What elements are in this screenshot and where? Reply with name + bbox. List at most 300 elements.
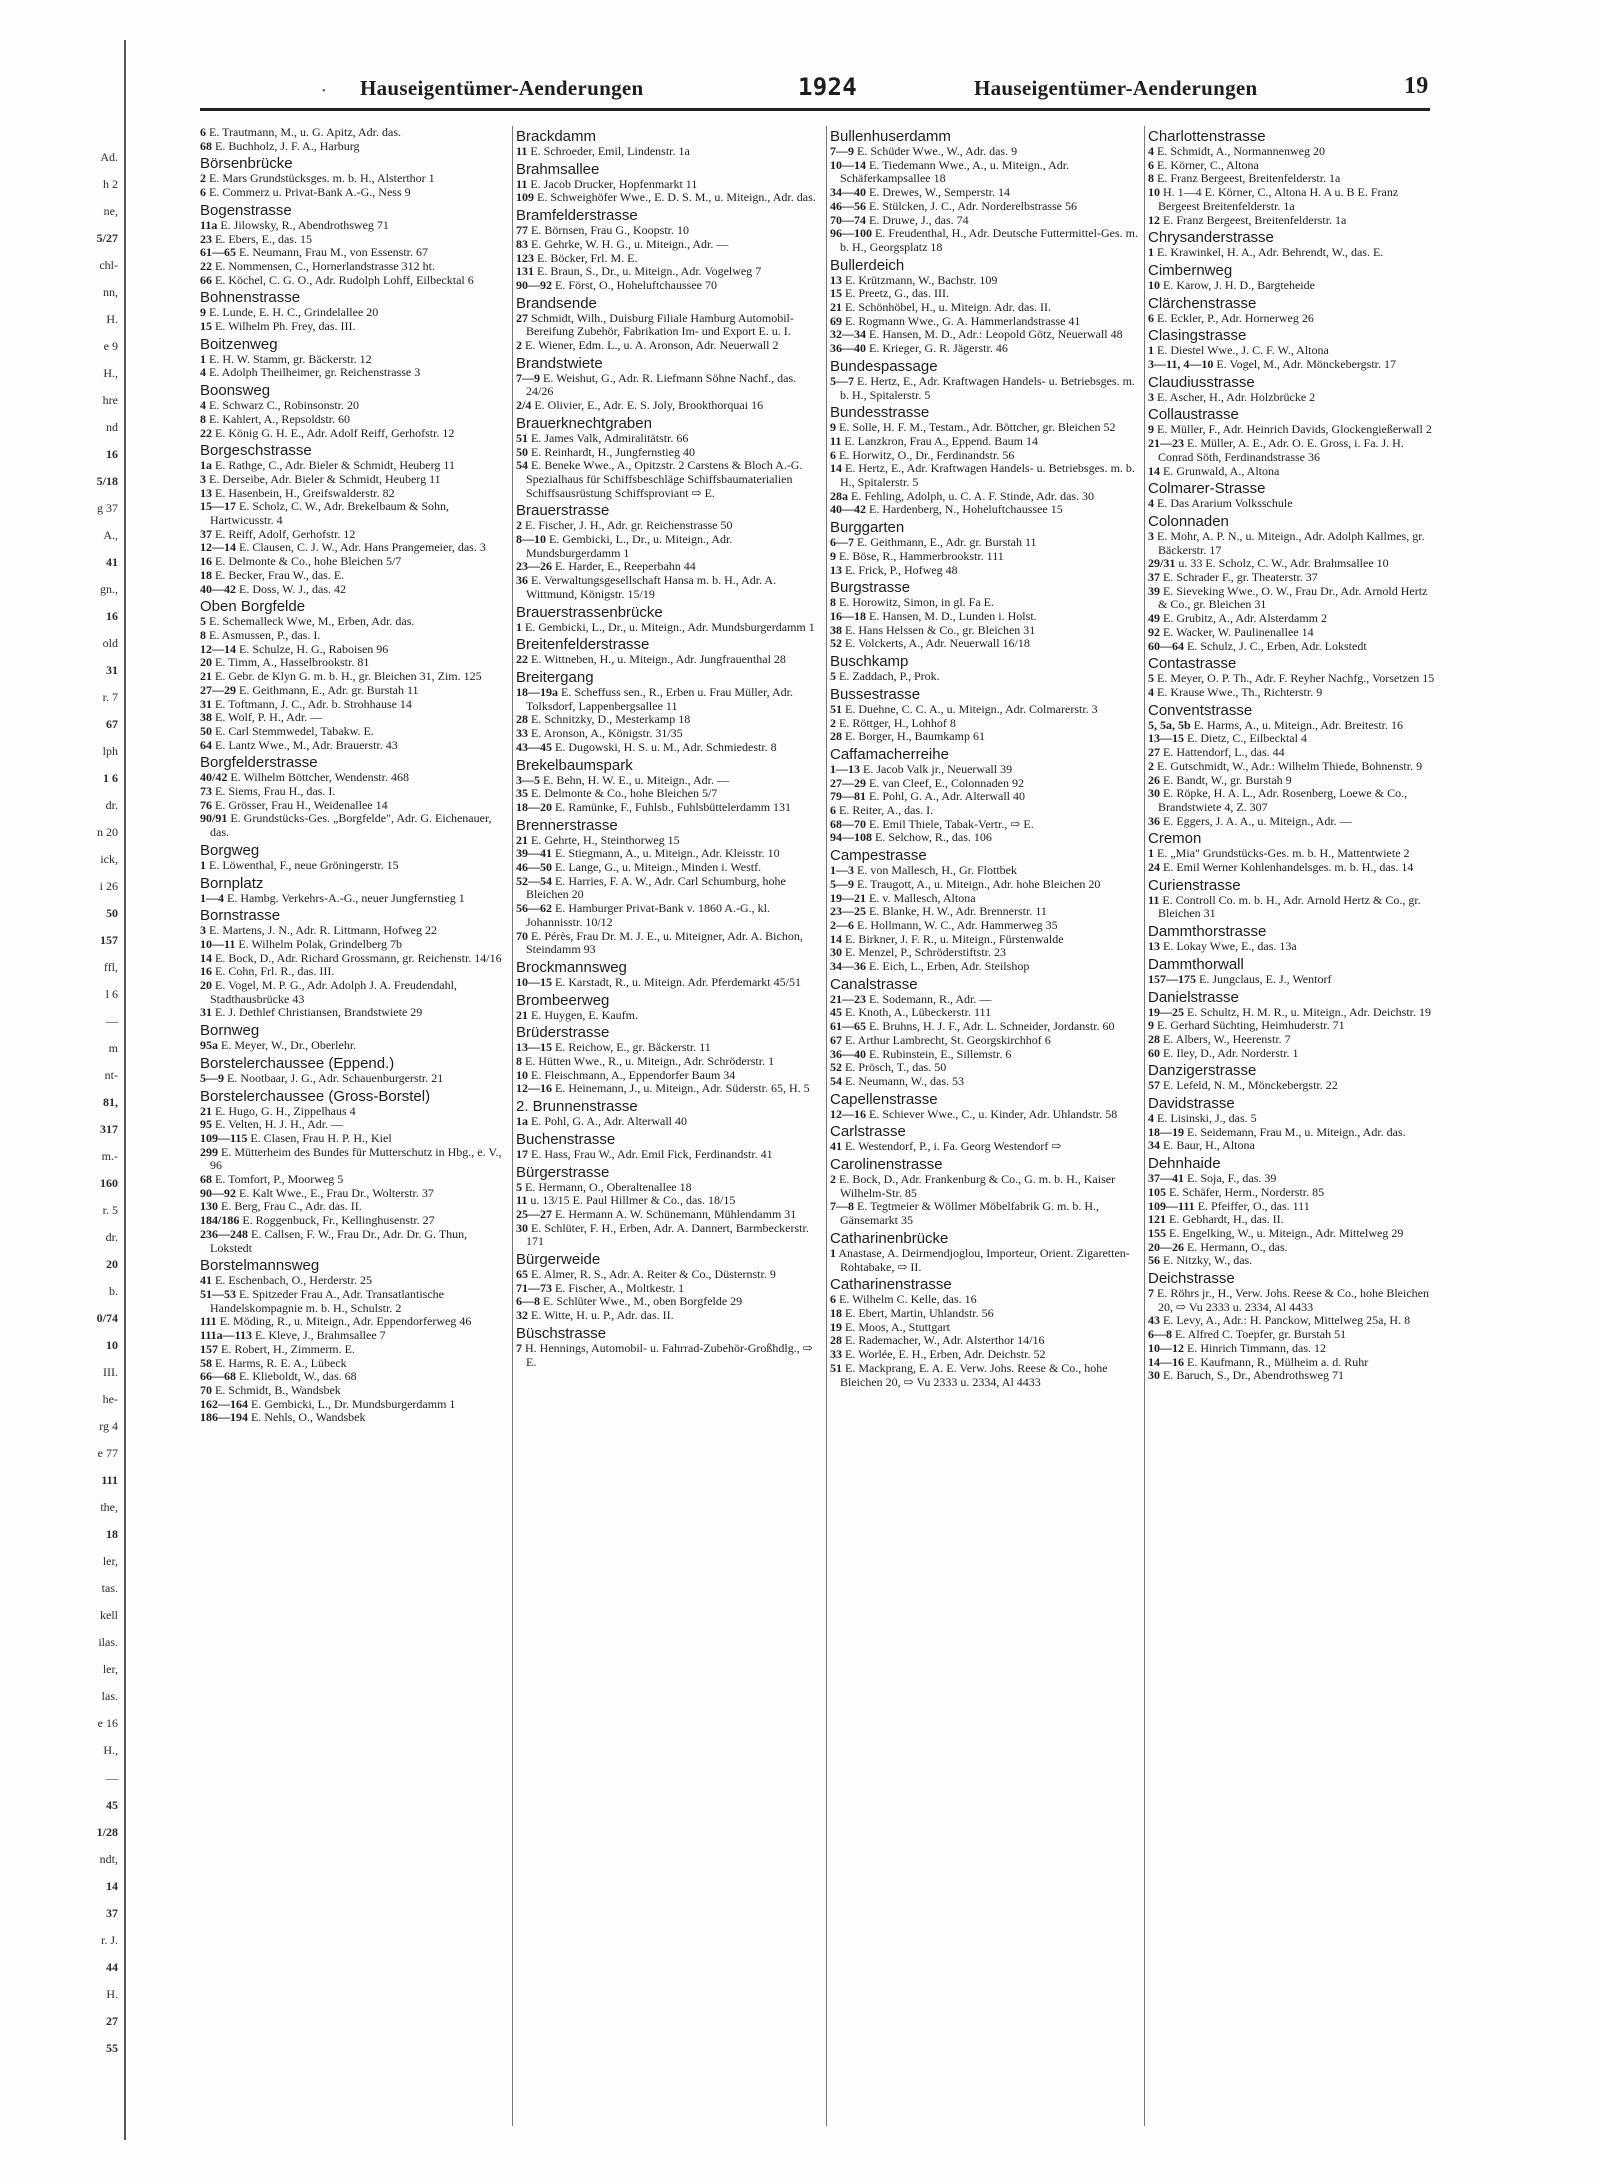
page-edge-fragment: 5/18 [96, 474, 118, 489]
owner-entry [1148, 1328, 1438, 1342]
owner-entry [200, 785, 508, 799]
owner-text: E. Hermann, O., Oberaltenallee 18 [522, 1179, 692, 1194]
owner-entry [1148, 1006, 1438, 1020]
house-number: 30 [1148, 1368, 1160, 1383]
owner-text: E. Baur, H., Altona [1160, 1138, 1255, 1153]
house-number: 38 [200, 710, 212, 725]
house-number: 17 [516, 1146, 528, 1161]
owner-entry [200, 739, 508, 753]
owner-entry [1148, 159, 1438, 173]
owner-entry [1148, 214, 1438, 228]
owner-entry [830, 777, 1138, 791]
owner-text: E. Börnsen, Frau G., Koopstr. 10 [528, 223, 689, 238]
house-number: 6 [830, 803, 836, 818]
house-number: 12—16 [516, 1081, 552, 1096]
page-edge-fragment: H., [103, 366, 118, 381]
page-edge-fragment: 50 [106, 906, 118, 921]
owner-text: E. Hambg. Verkehrs-A.-G., neuer Jungfernstieg 1 [224, 890, 465, 905]
owner-text: E. Hinrich Timmann, das. 12 [1184, 1340, 1327, 1355]
owner-entry [1148, 1213, 1438, 1227]
house-number: 131 [516, 264, 534, 279]
owner-text: E. Cohn, Frl. R., das. III. [212, 964, 335, 979]
owner-text: E. Robert, H., Zimmerm. E. [218, 1341, 355, 1356]
owner-text: E. Schlüter Wwe., M., oben Borgfelde 29 [540, 1294, 743, 1309]
owner-entry [516, 432, 824, 446]
house-number: 5—7 [830, 373, 854, 388]
owner-text: E. Selchow, R., das. 106 [872, 830, 992, 845]
house-number: 162—164 [200, 1396, 248, 1411]
owner-text: E. König G. H. E., Adr. Adolf Reiff, Gerhofstr. 12 [212, 425, 455, 440]
owner-text: E. Das Ararium Volksschule [1154, 496, 1293, 511]
owner-entry [516, 1295, 824, 1309]
house-number: 18—20 [516, 799, 552, 814]
house-number: 16 [200, 554, 212, 569]
page-edge-fragment: 0/74 [96, 1311, 118, 1326]
owner-text: E. Fleischmann, A., Eppendorfer Baum 34 [528, 1067, 736, 1082]
owner-entry [830, 375, 1138, 402]
house-number: 15—17 [200, 499, 236, 514]
owner-text: E. Huygen, E. Kaufm. [528, 1007, 638, 1022]
page-edge-fragment: h 2 [103, 177, 118, 191]
street-heading: Chrysanderstrasse [1148, 229, 1274, 247]
house-number: 50 [516, 444, 528, 459]
owner-entry [516, 1181, 824, 1195]
page-edge-fragment: m [108, 1041, 118, 1056]
owner-entry [200, 1214, 508, 1228]
house-number: 6 [830, 1292, 836, 1307]
owner-entry [830, 730, 1138, 744]
house-number: 70 [516, 928, 528, 943]
owner-text: E. Nitzky, W., das. [1160, 1253, 1253, 1268]
owner-entry [516, 238, 824, 252]
owner-entry [1148, 186, 1438, 213]
owner-entry [200, 274, 508, 288]
house-number: 4 [1148, 684, 1154, 699]
owner-text: E. Solle, H. F. M., Testam., Adr. Böttcher, gr. Bleichen 52 [836, 420, 1116, 435]
owner-entry [200, 1228, 508, 1255]
owner-text: E. Clasen, Frau H. P. H., Kiel [247, 1130, 392, 1145]
owner-text: E. Hansen, M. D., Lunden i. Holst. [866, 608, 1037, 623]
owner-text: E. Harder, E., Reeperbahn 44 [552, 559, 696, 574]
owner-entry [1148, 1369, 1438, 1383]
page-edge-fragment: — [106, 1014, 118, 1029]
house-number: 14 [830, 461, 842, 476]
house-number: 52 [830, 1060, 842, 1075]
owner-entry [200, 569, 508, 583]
house-number: 1a [200, 458, 212, 473]
owner-text: E. Hugo, G. H., Zippelhaus 4 [212, 1103, 356, 1118]
house-number: 24 [1148, 860, 1160, 875]
house-number: 21 [830, 300, 842, 315]
page-edge-fragment: dr. [105, 798, 118, 813]
owner-entry [1148, 719, 1438, 733]
street-heading: Colonnaden [1148, 512, 1229, 530]
street-heading: Collaustrasse [1148, 406, 1239, 424]
owner-entry [516, 1208, 824, 1222]
house-number: 37 [1148, 570, 1160, 585]
street-heading: Bundespassage [830, 357, 938, 375]
house-number: 5, 5a, 5b [1148, 717, 1191, 732]
house-number: 13 [200, 485, 212, 500]
owner-text: E. Drewes, W., Semperstr. 14 [866, 185, 1010, 200]
owner-entry [200, 1274, 508, 1288]
owner-text: E. Schüder Wwe., W., Adr. das. 9 [854, 144, 1018, 158]
owner-text: E. Preetz, G., das. III. [842, 286, 949, 301]
owner-text: E. Rademacher, W., Adr. Alsterthor 14/16 [842, 1333, 1045, 1348]
owner-entry [200, 399, 508, 413]
owner-entry [1148, 672, 1438, 686]
house-number: 3 [200, 923, 206, 938]
owner-text: E. Schnitzky, D., Mesterkamp 18 [528, 712, 691, 727]
owner-entry [516, 533, 824, 560]
owner-text: E. Dietz, C., Eilbecktal 4 [1184, 731, 1307, 746]
street-heading: Charlottenstrasse [1148, 128, 1266, 145]
house-number: 12—14 [200, 540, 236, 555]
house-number: 30 [516, 1220, 528, 1235]
street-heading: Breitenfelderstrasse [516, 636, 650, 654]
owner-text: E. Lefeld, N. M., Mönckebergstr. 22 [1160, 1078, 1338, 1093]
page-edge-fragment: g 37 [97, 501, 118, 516]
house-number: 6—8 [1148, 1327, 1172, 1342]
house-number: 2 [516, 518, 522, 533]
owner-entry [1148, 732, 1438, 746]
owner-text: E. Becker, Frau W., das. E. [212, 567, 345, 582]
owner-text: E. Behn, H. W. E., u. Miteign., Adr. — [540, 772, 729, 787]
house-number: 18 [200, 567, 212, 582]
owner-entry [200, 643, 508, 657]
owner-entry [200, 1315, 508, 1329]
owner-entry [200, 812, 508, 839]
owner-text: E. Derseibe, Adr. Bieler & Schmidt, Heuberg 11 [206, 471, 441, 486]
house-number: 61—65 [830, 1019, 866, 1034]
street-heading: Capellenstrasse [830, 1090, 938, 1108]
owner-entry [516, 1082, 824, 1096]
owner-text: E. Worlée, E. H., Erben, Adr. Deichstr. 52 [842, 1347, 1046, 1362]
owner-entry [200, 1006, 508, 1020]
owner-entry [830, 804, 1138, 818]
house-number: 28a [830, 488, 848, 503]
owner-entry [516, 459, 824, 500]
street-heading: Caffamacherreihe [830, 745, 949, 763]
house-number: 10—15 [516, 974, 552, 989]
house-number: 67 [830, 1032, 842, 1047]
owner-entry [830, 145, 1138, 159]
house-number: 70—74 [830, 212, 866, 227]
house-number: 10 [1148, 277, 1160, 292]
owner-entry [200, 487, 508, 501]
house-number: 20—26 [1148, 1239, 1184, 1254]
house-number: 43—45 [516, 739, 552, 754]
owner-text: E. Mackprang, E. A. E. Verw. Johs. Reese & Co., hohe Bleichen 20, ⇨ Vu 2333 u. 2334, Al 4433 [840, 1360, 1108, 1389]
owner-entry [1148, 1356, 1438, 1370]
owner-entry [830, 1048, 1138, 1062]
street-heading: Borstelerchaussee (Eppend.) [200, 1054, 395, 1072]
house-number: 27—29 [830, 775, 866, 790]
owner-text: E. Franz Bergeest, Breitenfelderstr. 1a [1154, 171, 1341, 186]
house-number: 2 [200, 171, 206, 186]
owner-entry [1148, 686, 1438, 700]
owner-text: E. Jungclaus, E. J., Wentorf [1196, 971, 1332, 986]
house-number: 4 [1148, 1111, 1154, 1126]
street-heading: Borgeschstrasse [200, 442, 312, 460]
owner-text: E. Möding, R., u. Miteign., Adr. Eppendorferweg 46 [216, 1314, 472, 1329]
owner-text: E. Emil Werner Kohlenhandelsges. m. b. H., das. 14 [1160, 860, 1414, 875]
owner-entry [200, 1398, 508, 1412]
house-number: 6 [200, 185, 206, 200]
owner-text: E. Horwitz, O., Dr., Ferdinandstr. 56 [836, 447, 1015, 462]
page-edge-fragment: 18 [106, 1527, 118, 1542]
house-number: 5—9 [200, 1070, 224, 1085]
street-heading: Deichstrasse [1148, 1270, 1235, 1288]
owner-entry [830, 186, 1138, 200]
owner-text: E. Kleve, J., Brahmsallee 7 [252, 1328, 386, 1343]
house-number: 9 [830, 548, 836, 563]
owner-entry [200, 1411, 508, 1425]
house-number: 1 [200, 857, 206, 872]
street-heading: Brauerstrassenbrücke [516, 603, 663, 621]
house-number: 37 [200, 526, 212, 541]
house-number: 121 [1148, 1212, 1166, 1227]
owner-text: E. Rubinstein, E., Sillemstr. 6 [866, 1046, 1012, 1061]
owner-text: E. Schultz, H. M. R., u. Miteign., Adr. Deichstr. 19 [1184, 1004, 1431, 1019]
street-heading: Brackdamm [516, 128, 597, 145]
house-number: 66 [200, 272, 212, 287]
owner-text: E. Kaufmann, R., Mülheim a. d. Ruhr [1184, 1354, 1369, 1369]
page-edge-fragment: chl- [99, 258, 118, 273]
house-number: 299 [200, 1144, 218, 1159]
house-number: 9 [200, 305, 206, 320]
owner-entry [200, 684, 508, 698]
street-heading: Catharinenbrücke [830, 1229, 949, 1247]
house-number: 22 [200, 425, 212, 440]
house-number: 14 [830, 931, 842, 946]
owner-text: E. Gehrke, W. H. G., u. Miteign., Adr. — [528, 236, 729, 251]
house-number: 6—8 [516, 1294, 540, 1309]
owner-entry [516, 1194, 824, 1208]
house-number: 37—41 [1148, 1171, 1184, 1186]
owner-entry [830, 462, 1138, 489]
owner-entry [1148, 1254, 1438, 1268]
owner-entry [1148, 626, 1438, 640]
owner-text: E. Karow, J. H. D., Bargteheide [1160, 277, 1315, 292]
house-number: 5 [200, 614, 206, 629]
owner-text: E. Duehne, C. C. A., u. Miteign., Adr. Colmarerstr. 3 [842, 701, 1098, 716]
house-number: 25—27 [516, 1206, 552, 1221]
owner-entry [830, 328, 1138, 342]
house-number: 111 [200, 1314, 217, 1329]
owner-entry [830, 421, 1138, 435]
owner-entry [516, 787, 824, 801]
owner-entry [516, 265, 824, 279]
house-number: 3 [200, 471, 206, 486]
house-number: 8 [1148, 171, 1154, 186]
owner-entry [516, 801, 824, 815]
house-number: 11a [200, 217, 218, 232]
house-number: 69 [830, 313, 842, 328]
owner-text: E. Böcker, Frl. M. E. [534, 250, 638, 265]
house-number: 52 [830, 636, 842, 651]
owner-entry [516, 1268, 824, 1282]
house-number: 6—7 [830, 535, 854, 550]
house-number: 92 [1148, 624, 1160, 639]
owner-text: E. Krieger, G. R. Jägerstr. 46 [866, 341, 1008, 356]
owner-entry [1148, 1314, 1438, 1328]
owner-entry [830, 214, 1138, 228]
house-number: 8 [830, 595, 836, 610]
owner-text: H. Hennings, Automobil- u. Fahrrad-Zubehör-Großhdlg., ⇨ E. [522, 1340, 813, 1369]
house-number: 31 [200, 1005, 212, 1020]
owner-entry [830, 946, 1138, 960]
house-number: 5 [516, 1179, 522, 1194]
owner-text: E. Schlüter, F. H., Erben, Adr. A. Dannert, Barmbeckerstr. 171 [526, 1220, 809, 1249]
owner-entry [200, 500, 508, 527]
house-number: 15 [830, 286, 842, 301]
owner-entry [200, 459, 508, 473]
street-heading: Colmarer-Strasse [1148, 480, 1266, 498]
owner-entry [516, 446, 824, 460]
owner-text: E. Zaddach, P., Prok. [836, 669, 940, 684]
owner-entry [830, 1200, 1138, 1227]
owner-entry [830, 703, 1138, 717]
house-number: 51 [516, 430, 528, 445]
owner-entry [516, 774, 824, 788]
owner-entry [516, 1041, 824, 1055]
owner-text: E. Commerz u. Privat-Bank A.-G., Ness 9 [206, 185, 411, 200]
page-edge-fragment: tas. [101, 1581, 118, 1596]
page-edge-fragment: 55 [106, 2040, 118, 2055]
page-edge-fragment: 45 [106, 1797, 118, 1812]
house-number: 109—115 [200, 1130, 248, 1145]
owner-entry [830, 637, 1138, 651]
owner-text: E. Lisinski, J., das. 5 [1154, 1111, 1257, 1126]
page-edge-fragment: 27 [106, 2013, 118, 2028]
owner-text: E. Adolph Theilheimer, gr. Reichenstrasse 3 [206, 365, 421, 380]
house-number: 11 [516, 1193, 528, 1208]
house-number: 8 [516, 1054, 522, 1069]
house-number: 90—92 [200, 1185, 236, 1200]
street-heading: Brennerstrasse [516, 816, 618, 834]
page-edge-fragment: 111 [101, 1473, 118, 1488]
house-number: 36 [1148, 813, 1160, 828]
owner-entry [1148, 557, 1438, 571]
owner-entry [830, 503, 1138, 517]
house-number: 28 [516, 712, 528, 727]
owner-entry [516, 1148, 824, 1162]
owner-entry [516, 713, 824, 727]
house-number: 52—54 [516, 873, 552, 888]
owner-entry [830, 315, 1138, 329]
street-heading: Dehnhaide [1148, 1155, 1221, 1173]
house-number: 2/4 [516, 398, 532, 413]
house-number: 1 [1148, 245, 1154, 260]
owner-text: E. Pohl, G. A., Adr. Alterwall 40 [866, 789, 1025, 804]
owner-text: E. Reiter, A., das. I. [836, 803, 934, 818]
owner-entry [830, 536, 1138, 550]
owner-entry [1148, 530, 1438, 557]
house-number: 65 [516, 1267, 528, 1282]
owner-text: E. Engelking, W., u. Miteign., Adr. Mittelweg 29 [1166, 1225, 1404, 1240]
owner-text: E. Meyer, O. P. Th., Adr. F. Reyher Nachfg., Vorsetzen 15 [1154, 671, 1435, 686]
house-number: 28 [830, 1333, 842, 1348]
house-number: 56—62 [516, 901, 552, 916]
owner-entry [830, 490, 1138, 504]
owner-entry [200, 186, 508, 200]
owner-entry [200, 172, 508, 186]
owner-entry [200, 473, 508, 487]
owner-entry [200, 725, 508, 739]
house-number: 14—16 [1148, 1354, 1184, 1369]
owner-text: E. Wilhelm Polak, Grindelberg 7b [235, 936, 403, 951]
house-number: 23—25 [830, 904, 866, 919]
house-number: 11 [1148, 892, 1160, 907]
house-number: 50 [200, 723, 212, 738]
house-number: 155 [1148, 1225, 1166, 1240]
owner-text: E. „Mia" Grundstücks-Ges. m. b. H., Mattentwiete 2 [1154, 846, 1410, 861]
street-heading: Bullenhuserdamm [830, 128, 951, 145]
owner-text: E. Traugott, A., u. Miteign., Adr. hohe Bleichen 20 [854, 876, 1101, 891]
owner-text: E. Mohr, A. P. N., u. Miteign., Adr. Adolph Kallmes, gr. Bäckerstr. 17 [1154, 528, 1425, 557]
house-number: 13—15 [516, 1040, 552, 1055]
house-number: 79—81 [830, 789, 866, 804]
owner-text: E. Siems, Frau H., das. I. [212, 784, 336, 799]
page-edge-fragment: 81, [103, 1095, 118, 1110]
owner-entry [200, 965, 508, 979]
owner-text: E. Seidemann, Frau M., u. Miteign., Adr. das. [1184, 1124, 1406, 1139]
street-heading: Bogenstrasse [200, 201, 292, 219]
owner-entry [516, 252, 824, 266]
house-number: 54 [830, 1073, 842, 1088]
house-number: 20 [200, 655, 212, 670]
page-edge-fragment: — [106, 1770, 118, 1785]
owner-entry [516, 741, 824, 755]
owner-entry [1148, 145, 1438, 159]
owner-entry [200, 924, 508, 938]
owner-entry [516, 1069, 824, 1083]
owner-entry [1148, 1227, 1438, 1241]
page-edge-fragment: H., [103, 1743, 118, 1758]
street-heading: Brekelbaumspark [516, 756, 633, 774]
header-left-title: Hauseigentümer-Aenderungen [360, 76, 644, 100]
owner-entry [516, 312, 824, 339]
owner-entry [516, 902, 824, 929]
street-heading: Curienstrasse [1148, 876, 1241, 894]
house-number: 9 [1148, 422, 1154, 437]
owner-entry [200, 1329, 508, 1343]
owner-text: E. Harms, R. E. A., Lübeck [212, 1355, 347, 1370]
owner-text: E. Clausen, C. J. W., Adr. Hans Prangemeier, das. 3 [236, 540, 486, 555]
street-heading: Bussestrasse [830, 685, 921, 703]
owner-entry [830, 763, 1138, 777]
page-edge-fragment: old [102, 636, 118, 651]
page-edge-fragment: e 77 [97, 1446, 118, 1461]
owner-entry [1148, 940, 1438, 954]
owner-entry [200, 892, 508, 906]
page-edge-fragment: b. [109, 1284, 118, 1299]
house-number: 23 [200, 231, 212, 246]
page-edge-fragment: i 26 [99, 879, 118, 894]
owner-text: E. von Mallesch, H., Gr. Flottbek [854, 863, 1017, 878]
owner-entry [516, 621, 824, 635]
house-number: 39—41 [516, 846, 552, 861]
page-edge-fragment: III. [103, 1365, 118, 1380]
owner-entry [200, 1118, 508, 1132]
owner-text: E. Birkner, J. F. R., u. Miteign., Fürstenwalde [842, 931, 1064, 946]
owner-entry [1148, 894, 1438, 921]
house-number: 40/42 [200, 770, 228, 785]
owner-text: E. Braun, S., Dr., u. Miteign., Adr. Vogelweg 7 [534, 264, 762, 279]
owner-text: E. Röpke, H. A. L., Adr. Rosenberg, Loewe & Co., Brandstwiete 4, Z. 307 [1158, 786, 1408, 814]
house-number: 10—11 [200, 936, 236, 951]
